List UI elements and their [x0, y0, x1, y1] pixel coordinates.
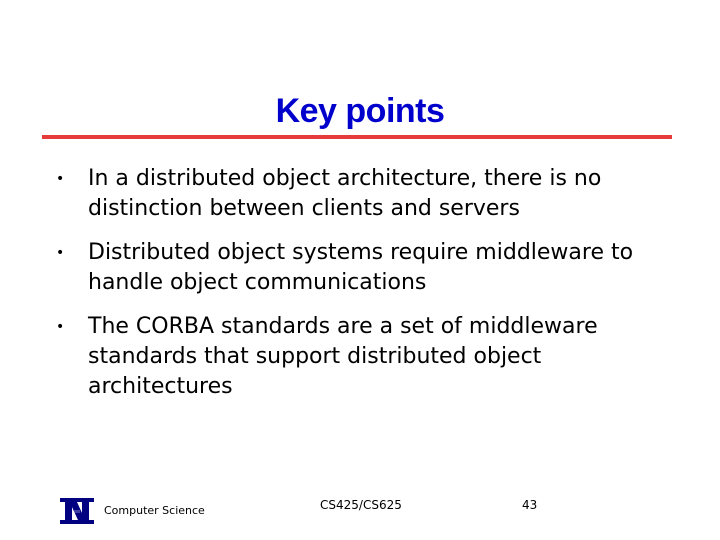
bullet-text: The CORBA standards are a set of middleware standards that support distributed object architectures: [88, 314, 598, 399]
bullet-marker: •: [56, 319, 65, 335]
bullet-text: Distributed object systems require middleware to handle object communications: [88, 240, 634, 295]
slide-footer: [0, 490, 720, 530]
bullet-marker: •: [56, 171, 65, 187]
slide-title: Key points: [275, 92, 445, 130]
bullet-item: [56, 164, 666, 224]
bullet-list: [56, 164, 666, 416]
bullet-marker: •: [56, 245, 65, 261]
department-label: Computer Science: [104, 504, 205, 517]
course-code: CS425/CS625: [320, 498, 402, 512]
bullet-item: [56, 238, 666, 298]
page-number: 43: [522, 498, 538, 512]
university-n-logo-icon: [60, 498, 94, 524]
bullet-item: [56, 312, 666, 402]
title-underline-rule: [42, 135, 672, 139]
bullet-text: In a distributed object architecture, there is no distinction between clients and servers: [88, 166, 602, 221]
